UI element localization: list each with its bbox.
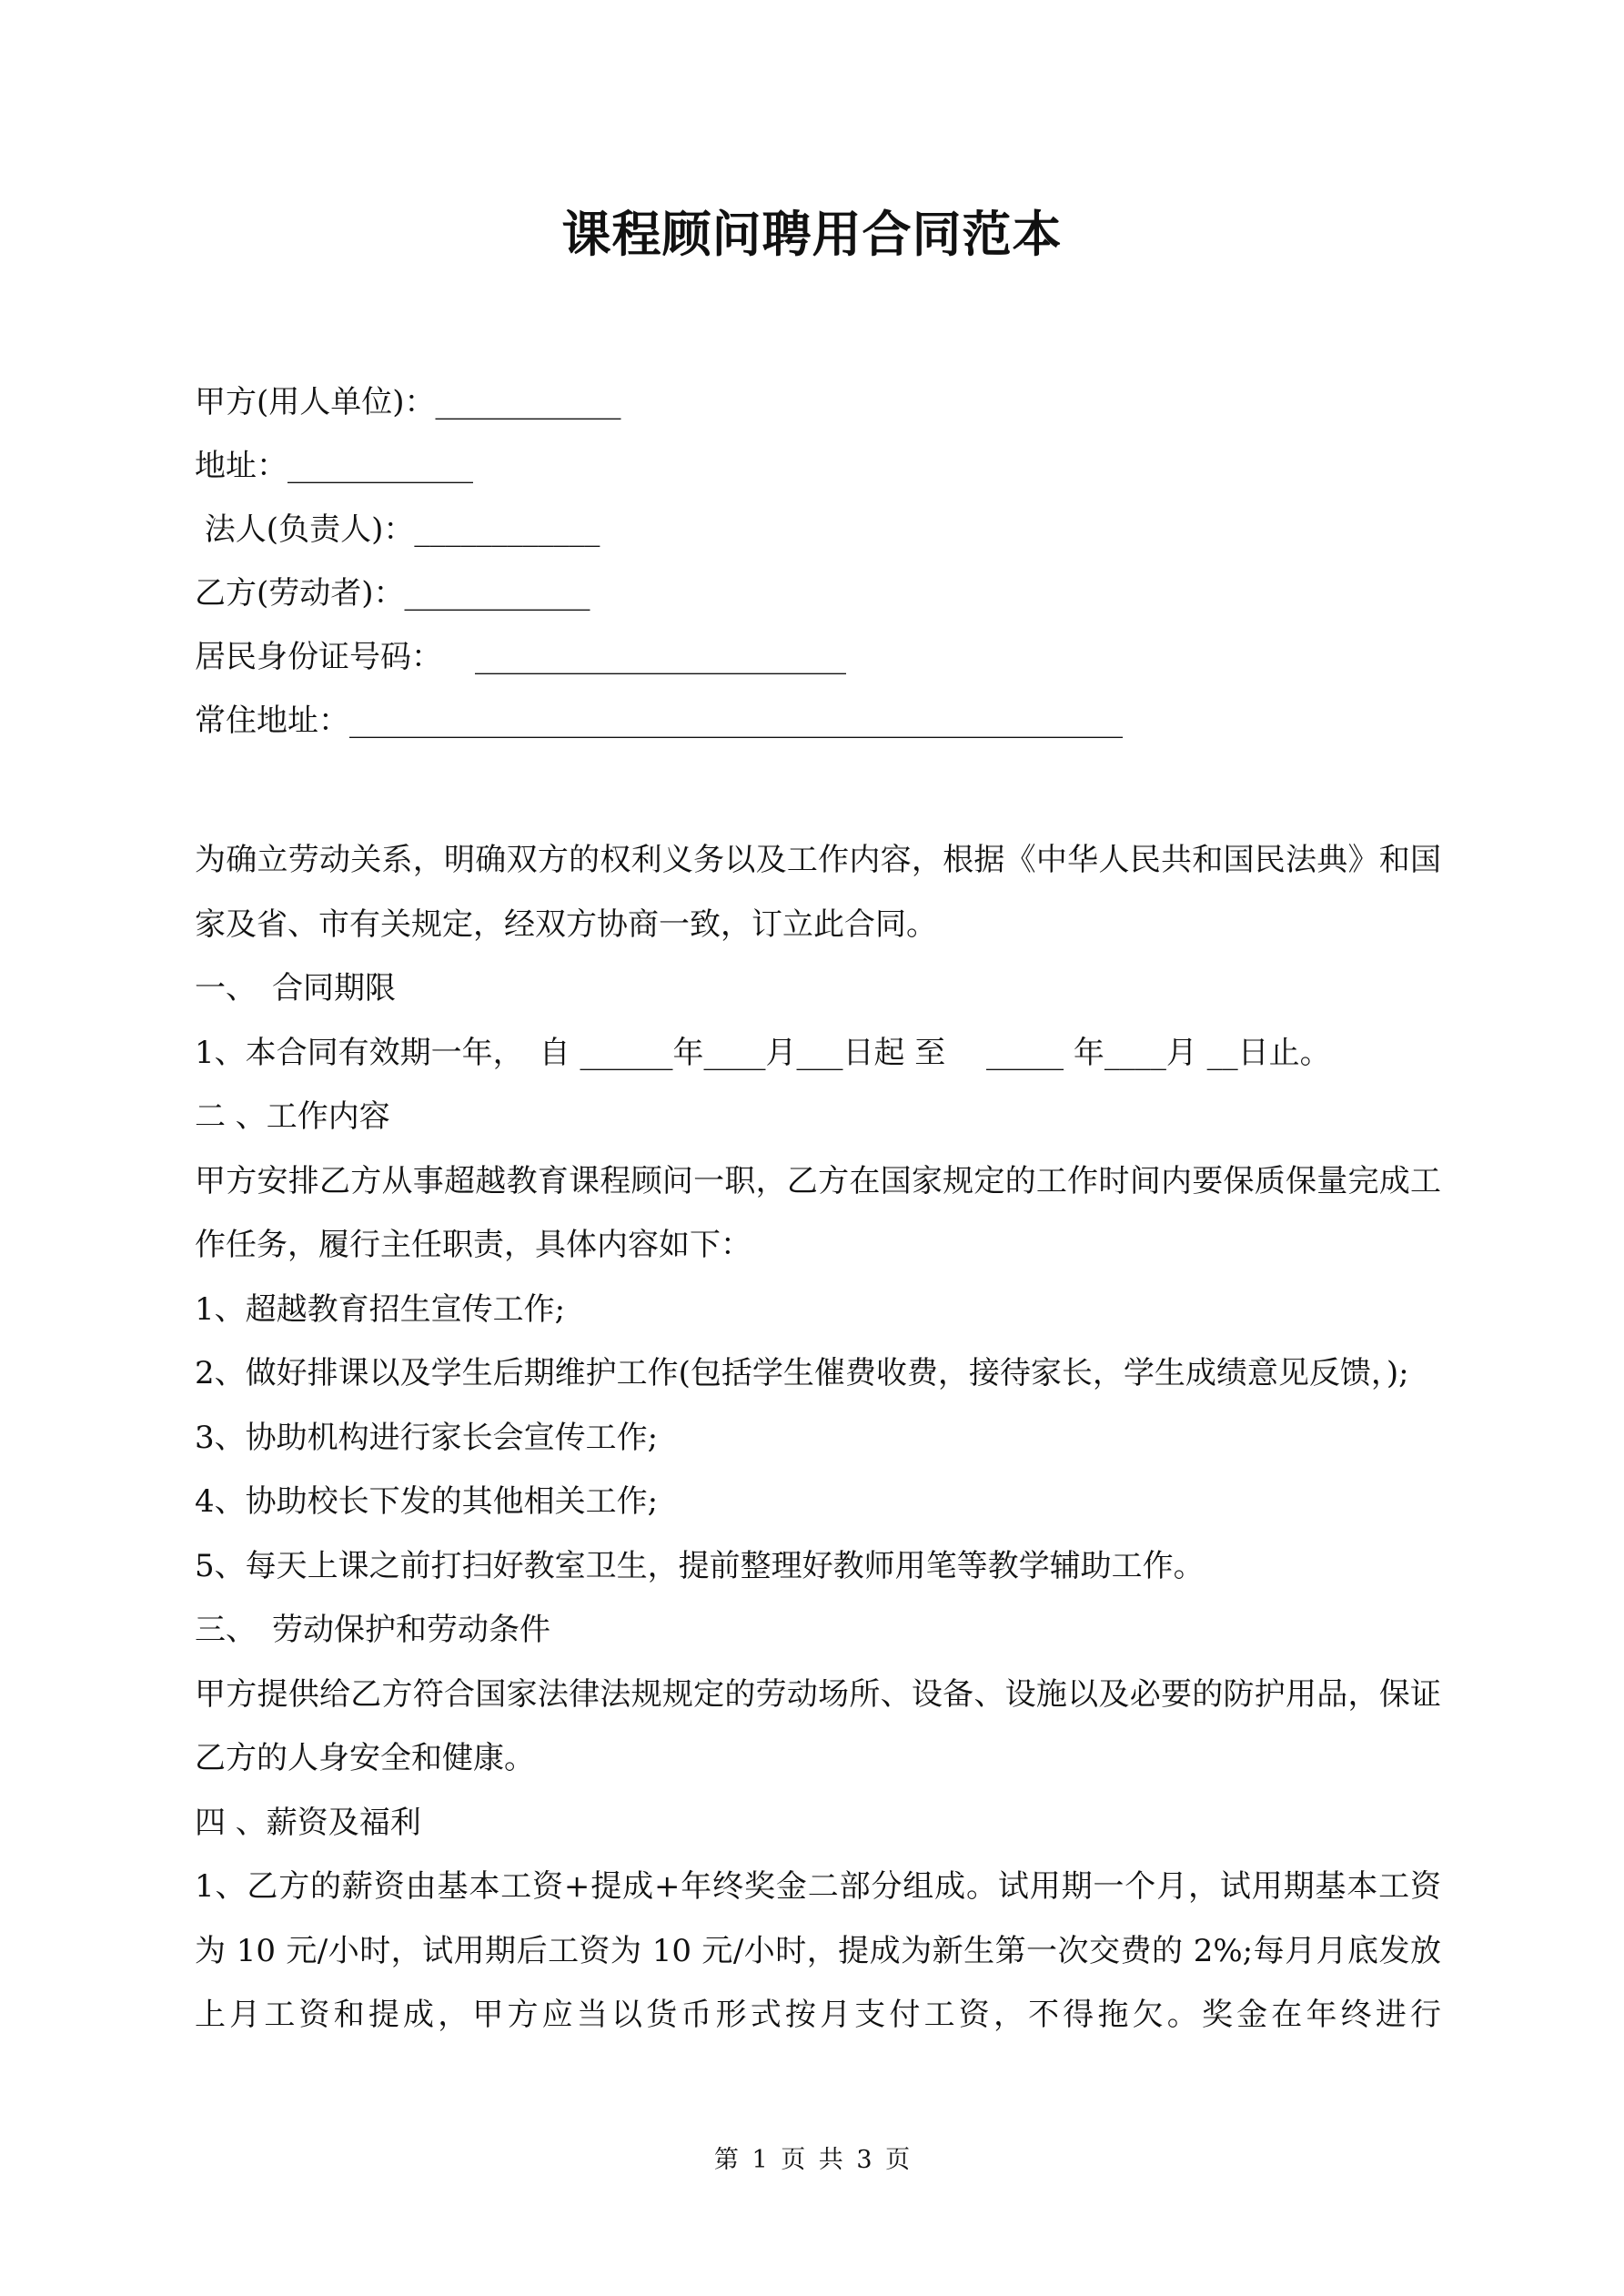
field-id-number: [195, 635, 846, 679]
field-label-residence: 常住地址：: [195, 703, 349, 739]
section-heading-term: 一、 合同期限: [195, 970, 396, 1006]
list-item-work-5: 5、每天上课之前打扫好教室卫生，提前整理好教师用笔等教学辅助工作。: [195, 1547, 1205, 1584]
field-label-party-b: 乙方(劳动者)：: [195, 575, 405, 612]
field-label-address: 地址：: [195, 448, 287, 484]
section-heading-protection: 三、 劳动保护和劳动条件: [195, 1612, 550, 1648]
field-address: [195, 444, 473, 488]
paragraph-term-1: 1、本合同有效期一年， 自 ______年____月___日起 至 _____ 年____月 __日止。: [195, 1034, 1331, 1071]
section-heading-salary: 四 、薪资及福利: [195, 1804, 421, 1841]
field-blank-party-a: ____________: [435, 384, 621, 420]
list-item-work-2: 2、做好排课以及学生后期维护工作(包括学生催费收费，接待家长，学生成绩意见反馈，);: [195, 1355, 1409, 1391]
field-blank-address: ____________: [287, 448, 473, 484]
document-title: 课程顾问聘用合同范本: [561, 205, 1063, 263]
list-item-work-3: 3、协助机构进行家长会宣传工作;: [195, 1419, 659, 1456]
field-party-a: [195, 380, 621, 424]
field-residence: [195, 699, 1123, 743]
field-blank-residence: __________________________________________________: [349, 703, 1123, 739]
field-label-id-number: 居民身份证号码：: [195, 639, 442, 675]
field-label-party-a: 甲方(用人单位)：: [195, 384, 436, 420]
paragraph-protection: 甲方提供给乙方符合国家法律法规规定的劳动场所、设备、设施以及必要的防护用品，保证乙方的人身安全和健康。: [195, 1675, 1441, 1776]
field-blank-legal-person: ____________: [414, 511, 600, 548]
section-heading-work: 二 、工作内容: [195, 1098, 390, 1135]
paragraph-salary-1: 1、乙方的薪资由基本工资+提成+年终奖金二部分组成。试用期一个月，试用期基本工资为 10 元/小时，试用期后工资为 10 元/小时，提成为新生第一次交费的 2%;每月月底发放上月工资和提成，甲方应当以货币形式按月支付工资，不得拖欠。奖金在年终进行: [195, 1868, 1441, 2033]
field-blank-party-b: ____________: [404, 575, 590, 612]
page-number: 第 1 页 共 3 页: [713, 2146, 911, 2174]
field-legal-person: [195, 508, 600, 551]
paragraph-preamble: 为确立劳动关系，明确双方的权利义务以及工作内容，根据《中华人民共和国民法典》和国家及省、市有关规定，经双方协商一致，订立此合同。: [195, 842, 1441, 943]
contract-body: [195, 828, 1441, 2048]
list-item-work-4: 4、协助校长下发的其他相关工作;: [195, 1483, 659, 1520]
paragraph-work-intro: 甲方安排乙方从事超越教育课程顾问一职，乙方在国家规定的工作时间内要保质保量完成工作任务，履行主任职责，具体内容如下：: [195, 1162, 1441, 1263]
field-label-legal-person: 法人(负责人)：: [195, 511, 415, 548]
field-blank-id-number: ________________________: [475, 639, 846, 675]
field-party-b: [195, 571, 590, 615]
list-item-work-1: 1、超越教育招生宣传工作;: [195, 1290, 566, 1328]
